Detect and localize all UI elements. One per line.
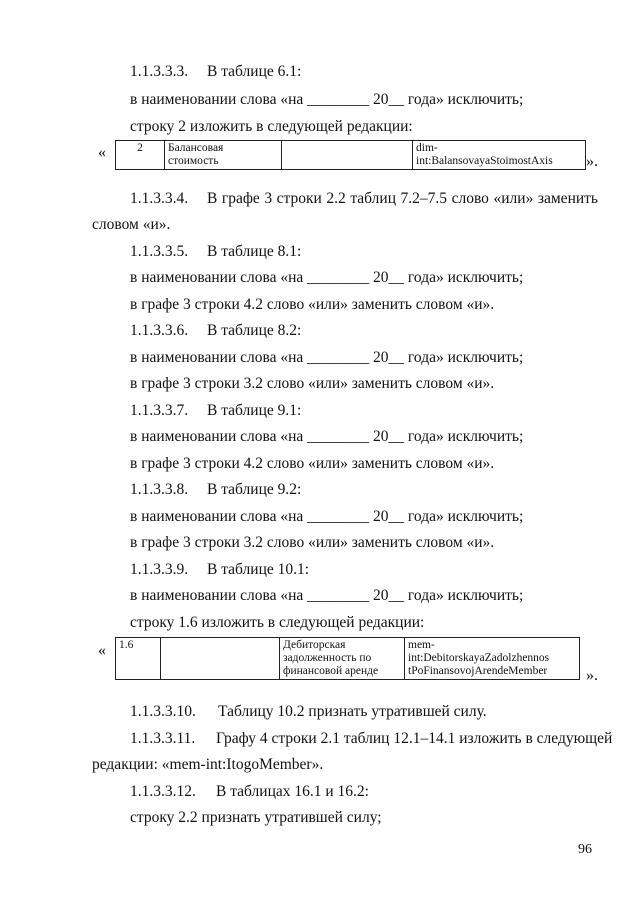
clause-text: В таблице 9.1: bbox=[207, 402, 302, 419]
quote-open: « bbox=[98, 144, 106, 161]
clause-number: 1.1.3.3.10. bbox=[130, 703, 196, 720]
paragraph: словом «и». bbox=[92, 216, 171, 233]
clause-text: В таблице 10.1: bbox=[207, 561, 310, 578]
paragraph: в наименовании слова «на ________ 20__ года» исключить; bbox=[130, 428, 524, 445]
paragraph: в графе 3 строки 3.2 слово «или» заменить словом «и». bbox=[130, 375, 495, 392]
clause-number: 1.1.3.3.7. bbox=[130, 402, 189, 419]
clause-text: В таблице 9.2: bbox=[207, 481, 302, 498]
clause-number: 1.1.3.3.5. bbox=[130, 243, 189, 260]
clause-1-1-3-3-8 bbox=[130, 480, 598, 500]
cell-line: mem- bbox=[408, 639, 435, 651]
table-cell bbox=[413, 141, 586, 170]
clause-text: Таблицу 10.2 признать утратившей силу. bbox=[218, 703, 487, 720]
table-cell bbox=[405, 638, 580, 680]
clause-text: В таблице 8.1: bbox=[207, 243, 302, 260]
clause-text: В таблицах 16.1 и 16.2: bbox=[216, 783, 369, 800]
paragraph: в графе 3 строки 4.2 слово «или» заменить словом «и». bbox=[130, 296, 495, 313]
table-cell bbox=[165, 141, 282, 170]
inserted-row-table-2 bbox=[92, 637, 612, 685]
quote-open: « bbox=[98, 642, 106, 659]
table-cell: 1.6 bbox=[116, 638, 161, 680]
paragraph: строку 1.6 изложить в следующей редакции: bbox=[130, 614, 425, 631]
clause-number: 1.1.3.3.3. bbox=[130, 63, 189, 80]
table-cell bbox=[161, 638, 280, 680]
clause-number: 1.1.3.3.4. bbox=[130, 190, 189, 207]
clause-1-1-3-3-9 bbox=[130, 560, 598, 580]
paragraph: в наименовании слова «на ________ 20__ года» исключить; bbox=[130, 91, 524, 108]
clause-1-1-3-3-5 bbox=[130, 242, 598, 262]
table-cell bbox=[280, 638, 405, 680]
inserted-row-table-1 bbox=[92, 140, 612, 170]
cell-line: стоимость bbox=[168, 155, 219, 167]
cell-line: Балансовая bbox=[168, 142, 224, 154]
row-table bbox=[115, 637, 580, 680]
clause-number: 1.1.3.3.6. bbox=[130, 322, 189, 339]
clause-1-1-3-3-3 bbox=[130, 62, 598, 82]
clause-number: 1.1.3.3.9. bbox=[130, 561, 189, 578]
paragraph: строку 2 изложить в следующей редакции: bbox=[130, 118, 413, 135]
clause-1-1-3-3-6 bbox=[130, 321, 598, 341]
quote-close: ». bbox=[586, 667, 598, 684]
clause-number: 1.1.3.3.11. bbox=[130, 730, 196, 747]
clause-1-1-3-3-12 bbox=[130, 782, 598, 802]
clause-1-1-3-3-4 bbox=[130, 189, 598, 209]
clause-text: В графе 3 строки 2.2 таблиц 7.2–7.5 слово «или» заменить bbox=[207, 190, 598, 207]
clause-1-1-3-3-10 bbox=[130, 702, 598, 722]
cell-line: финансовой аренде bbox=[283, 665, 379, 677]
cell-line: задолженность по bbox=[283, 652, 372, 664]
paragraph: в графе 3 строки 4.2 слово «или» заменить словом «и». bbox=[130, 455, 495, 472]
clause-text: В таблице 6.1: bbox=[207, 63, 302, 80]
page-number: 96 bbox=[578, 842, 592, 857]
cell-line: Дебиторская bbox=[283, 639, 346, 651]
cell-line: int:BalansovayaStoimostAxis bbox=[416, 155, 553, 167]
paragraph: в наименовании слова «на ________ 20__ года» исключить; bbox=[130, 349, 524, 366]
clause-text: В таблице 8.2: bbox=[207, 322, 302, 339]
cell-line: tPoFinansovojArendeMember bbox=[408, 665, 548, 677]
clause-text: Графу 4 строки 2.1 таблиц 12.1–14.1 изложить в следующей bbox=[216, 730, 613, 747]
paragraph: в наименовании слова «на ________ 20__ года» исключить; bbox=[130, 269, 524, 286]
clause-1-1-3-3-7 bbox=[130, 401, 598, 421]
paragraph: в наименовании слова «на ________ 20__ года» исключить; bbox=[130, 587, 524, 604]
clause-number: 1.1.3.3.12. bbox=[130, 783, 196, 800]
paragraph: строку 2.2 признать утратившей силу; bbox=[130, 809, 382, 826]
paragraph: редакции: «mem-int:ItogoMember». bbox=[92, 756, 324, 773]
table-cell bbox=[282, 141, 413, 170]
paragraph: в наименовании слова «на ________ 20__ года» исключить; bbox=[130, 508, 524, 525]
cell-line: dim- bbox=[416, 142, 438, 154]
row-table bbox=[115, 140, 586, 170]
paragraph: в графе 3 строки 3.2 слово «или» заменить словом «и». bbox=[130, 534, 495, 551]
clause-number: 1.1.3.3.8. bbox=[130, 481, 189, 498]
cell-line: int:DebitorskayaZadolzhennos bbox=[408, 652, 550, 664]
clause-1-1-3-3-11 bbox=[130, 729, 613, 749]
quote-close: ». bbox=[586, 153, 598, 170]
table-cell: 2 bbox=[116, 141, 165, 170]
